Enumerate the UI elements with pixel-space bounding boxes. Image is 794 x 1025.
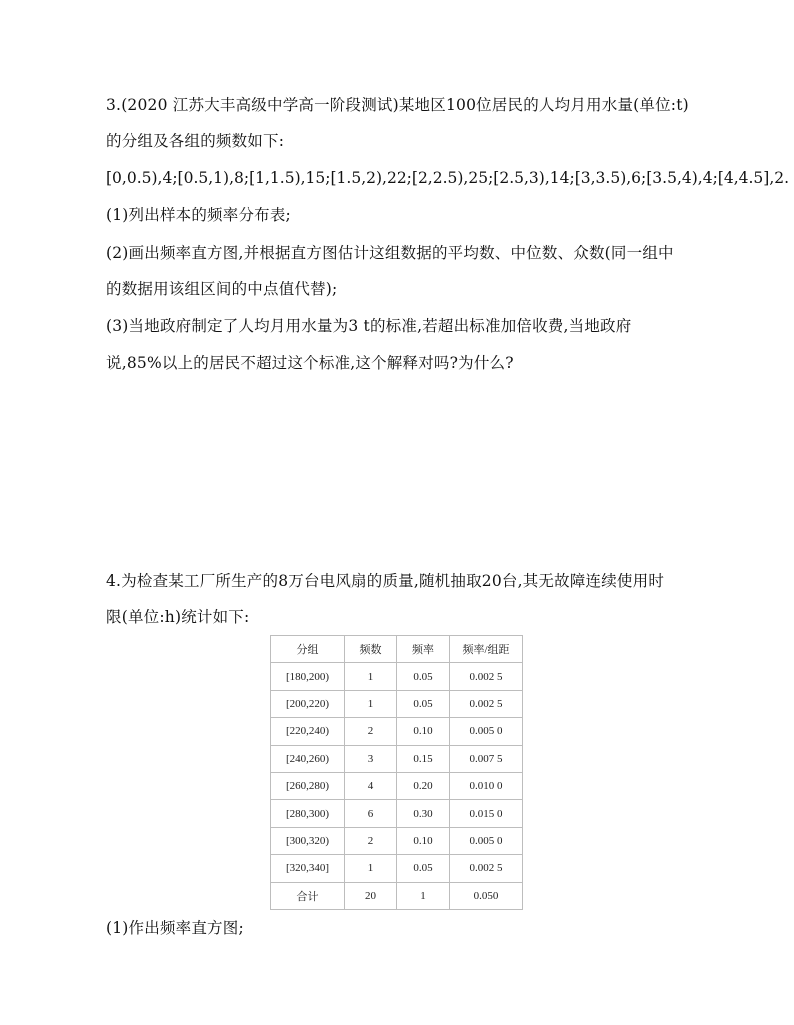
cell-count: 1 xyxy=(345,690,397,717)
cell-frequency-per-width: 0.015 0 xyxy=(450,800,523,827)
table-row xyxy=(271,690,523,717)
cell-total-frequency-per-width: 0.050 xyxy=(450,882,523,909)
cell-frequency-per-width: 0.010 0 xyxy=(450,772,523,799)
cell-count: 4 xyxy=(345,772,397,799)
table-row xyxy=(271,800,523,827)
cell-frequency: 0.10 xyxy=(397,827,450,854)
cell-group: [180,200) xyxy=(271,663,345,690)
cell-group: [200,220) xyxy=(271,690,345,717)
table-row xyxy=(271,663,523,690)
cell-count: 6 xyxy=(345,800,397,827)
q3-stem-line-1: 3.(2020 江苏大丰高级中学高一阶段测试)某地区100位居民的人均月用水量(单位:t) xyxy=(106,96,689,114)
cell-group: [240,260) xyxy=(271,745,345,772)
table-row xyxy=(271,855,523,882)
table-total-row xyxy=(271,882,523,909)
cell-group: [280,300) xyxy=(271,800,345,827)
cell-frequency-per-width: 0.005 0 xyxy=(450,718,523,745)
header-group: 分组 xyxy=(271,636,345,663)
cell-count: 3 xyxy=(345,745,397,772)
cell-frequency: 0.05 xyxy=(397,855,450,882)
cell-total-frequency: 1 xyxy=(397,882,450,909)
cell-group: [260,280) xyxy=(271,772,345,799)
cell-count: 2 xyxy=(345,718,397,745)
cell-frequency: 0.30 xyxy=(397,800,450,827)
cell-frequency: 0.15 xyxy=(397,745,450,772)
q3-data-line: [0,0.5),4;[0.5,1),8;[1,1.5),15;[1.5,2),22;[2,2.5),25;[2.5,3),14;[3,3.5),6;[3.5,4),4;[4,4.5],2. xyxy=(106,169,790,187)
header-frequency-per-width: 频率/组距 xyxy=(450,636,523,663)
cell-count: 1 xyxy=(345,855,397,882)
q3-stem-line-2: 的分组及各组的频数如下: xyxy=(106,132,285,150)
table-row xyxy=(271,718,523,745)
cell-total-label: 合计 xyxy=(271,882,345,909)
cell-frequency: 0.20 xyxy=(397,772,450,799)
q4-part-1: (1)作出频率直方图; xyxy=(106,919,244,937)
table-header-row xyxy=(271,636,523,663)
q4-stem-line-1: 4.为检查某工厂所生产的8万台电风扇的质量,随机抽取20台,其无故障连续使用时 xyxy=(106,572,665,590)
q3-part-2-line-1: (2)画出频率直方图,并根据直方图估计这组数据的平均数、中位数、众数(同一组中 xyxy=(106,244,674,262)
q3-part-3-line-1: (3)当地政府制定了人均月用水量为3 t的标准,若超出标准加倍收费,当地政府 xyxy=(106,317,632,335)
cell-group: [300,320) xyxy=(271,827,345,854)
q3-part-3-line-2: 说,85%以上的居民不超过这个标准,这个解释对吗?为什么? xyxy=(106,354,514,372)
cell-frequency-per-width: 0.005 0 xyxy=(450,827,523,854)
cell-frequency-per-width: 0.002 5 xyxy=(450,663,523,690)
table-row xyxy=(271,772,523,799)
cell-count: 2 xyxy=(345,827,397,854)
cell-frequency: 0.05 xyxy=(397,690,450,717)
q3-part-1: (1)列出样本的频率分布表; xyxy=(106,206,291,224)
cell-group: [320,340] xyxy=(271,855,345,882)
frequency-table xyxy=(270,635,523,910)
cell-frequency-per-width: 0.002 5 xyxy=(450,855,523,882)
q4-stem-line-2: 限(单位:h)统计如下: xyxy=(106,608,250,626)
cell-group: [220,240) xyxy=(271,718,345,745)
cell-frequency-per-width: 0.007 5 xyxy=(450,745,523,772)
cell-frequency: 0.10 xyxy=(397,718,450,745)
table-row xyxy=(271,827,523,854)
cell-frequency: 0.05 xyxy=(397,663,450,690)
cell-total-count: 20 xyxy=(345,882,397,909)
cell-count: 1 xyxy=(345,663,397,690)
header-frequency-count: 频数 xyxy=(345,636,397,663)
cell-frequency-per-width: 0.002 5 xyxy=(450,690,523,717)
q3-part-2-line-2: 的数据用该组区间的中点值代替); xyxy=(106,280,338,298)
table-row xyxy=(271,745,523,772)
header-relative-frequency: 频率 xyxy=(397,636,450,663)
